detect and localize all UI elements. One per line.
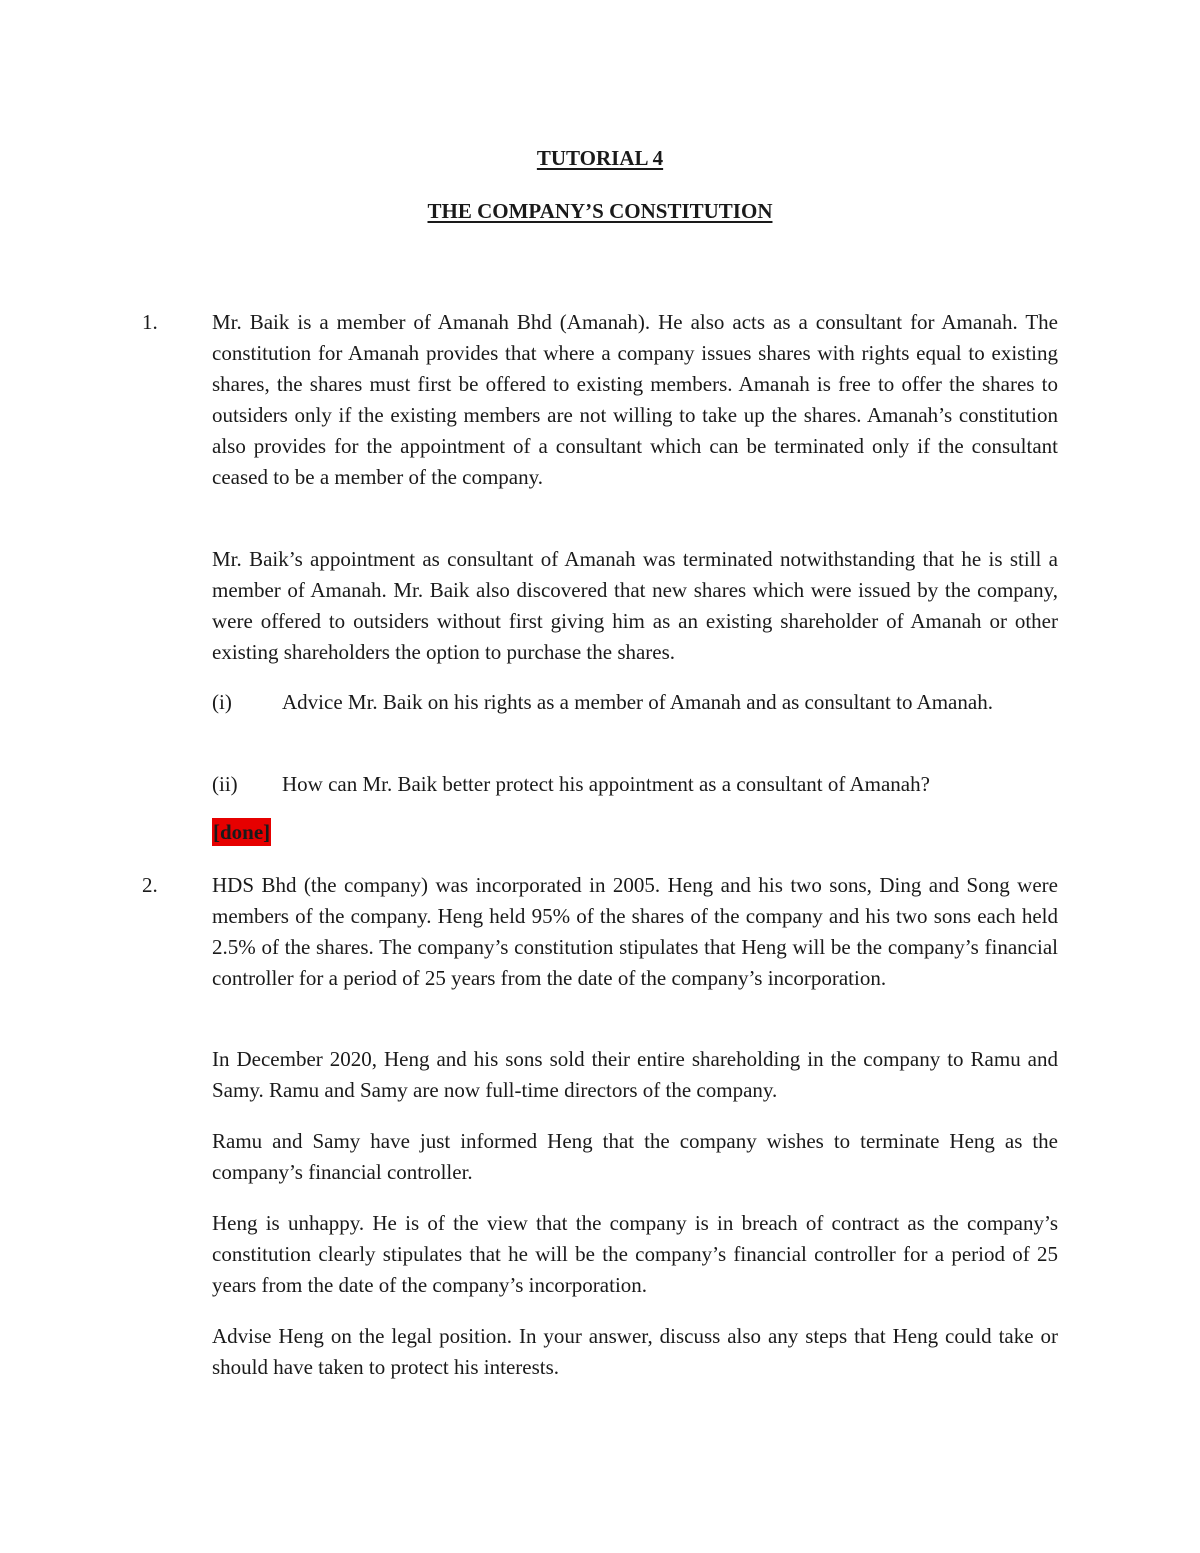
question-paragraph: HDS Bhd (the company) was incorporated in 2005. Heng and his two sons, Ding and Song were members of the company. Heng held 95% of the shares of the company and his two sons each held 2.5% of the shares. The company’s constitution stipulates that Heng will be the company’s financial controller for a period of 25 years from the date of the company’s incorporation. [212,873,1058,990]
question-paragraph: In December 2020, Heng and his sons sold their entire shareholding in the company to Ramu and Samy. Ramu and Samy are now full-time directors of the company. [212,1047,1058,1102]
subquestion-number: (ii) [212,772,238,796]
question-paragraph: Mr. Baik’s appointment as consultant of Amanah was terminated notwithstanding that he is still a member of Amanah. Mr. Baik also discovered that new shares which were issued by the company, were offered to outsiders without first giving him as an existing shareholder of Amanah or other existing shareholders the option to purchase the shares. [212,547,1058,664]
question-paragraph: Mr. Baik is a member of Amanah Bhd (Amanah). He also acts as a consultant for Amanah. The constitution for Amanah provides that where a company issues shares with rights equal to existing shares, the shares must first be offered to existing members. Amanah is free to offer the shares to outsiders only if the existing members are not willing to take up the shares. Amanah’s constitution also provides for the appointment of a consultant which can be terminated only if the consultant ceased to be a member of the company. [212,310,1058,489]
question-paragraph: Ramu and Samy have just informed Heng that the company wishes to terminate Heng as the company’s financial controller. [212,1129,1058,1184]
subquestion-text: How can Mr. Baik better protect his appointment as a consultant of Amanah? [282,772,930,796]
subquestion-text: Advice Mr. Baik on his rights as a member of Amanah and as consultant to Amanah. [282,690,993,714]
page-subtitle: THE COMPANY’S CONSTITUTION [427,199,773,223]
subquestion-number: (i) [212,690,232,714]
page-title: TUTORIAL 4 [536,146,664,170]
question-paragraph: Advise Heng on the legal position. In your answer, discuss also any steps that Heng could take or should have taken to protect his interests. [212,1324,1058,1379]
status-badge: [done] [213,820,271,844]
question-number: 2. [142,873,158,897]
question-number: 1. [142,310,158,334]
question-paragraph: Heng is unhappy. He is of the view that the company is in breach of contract as the company’s constitution clearly stipulates that he will be the company’s financial controller for a period of 25 years from the date of the company’s incorporation. [212,1211,1058,1297]
